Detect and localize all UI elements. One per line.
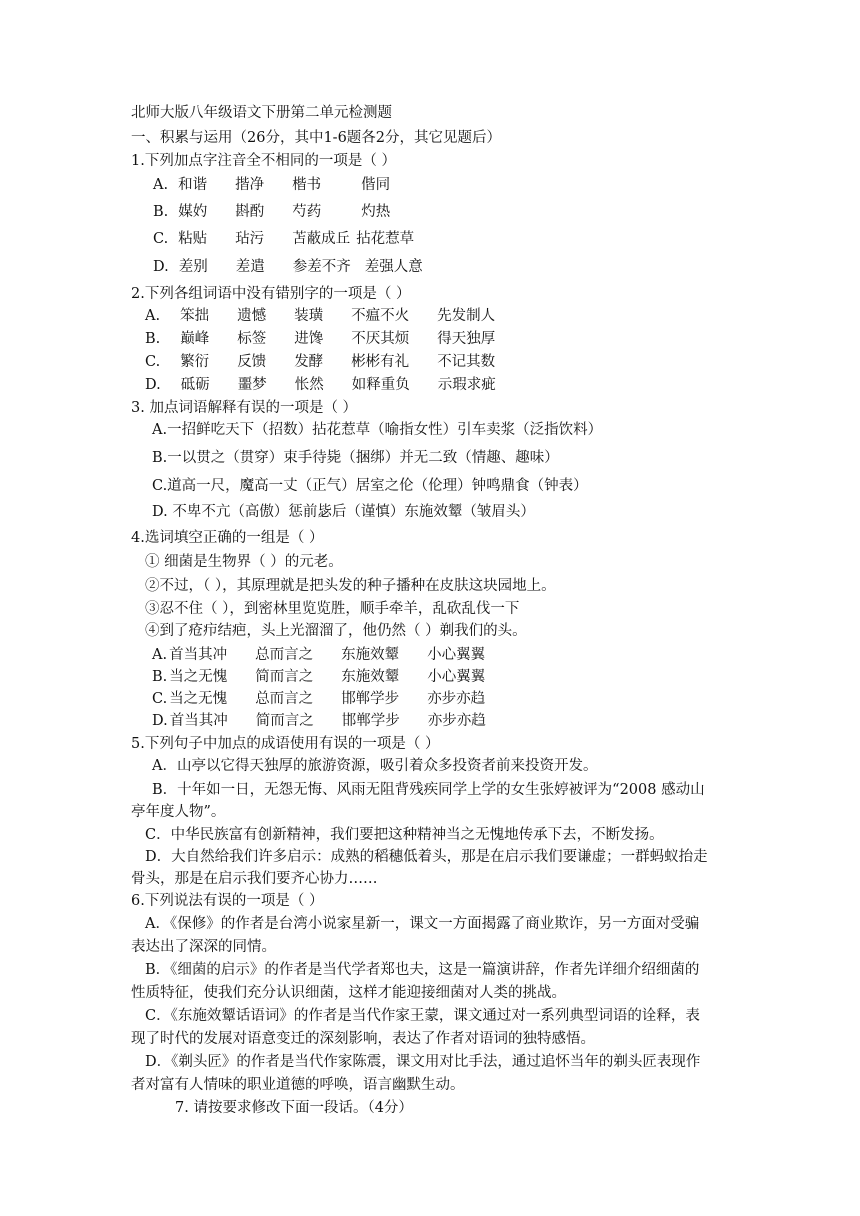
option-word: 亦步亦趋 (427, 691, 486, 707)
option-label: A. (153, 177, 169, 193)
q1-option-a (153, 175, 418, 195)
option-word: 苫蔽成丘 (292, 231, 351, 247)
option-word: 差遣 (235, 259, 265, 275)
q2-option-b (145, 329, 523, 349)
q2-option-c (145, 352, 523, 372)
q5-option-d-cont: 骨头，那是在启示我们要齐心协力…… (131, 871, 378, 887)
q4-option-a (152, 645, 513, 665)
q4-stem: 4.选词填空正确的一组是（ ） (131, 530, 324, 546)
q1-option-c (153, 229, 442, 249)
q6-option-d-cont: 者对富有人情味的职业道德的呼唤，语言幽默生动。 (131, 1077, 465, 1093)
option-label: C. (145, 354, 161, 370)
option-word: 斟酌 (235, 204, 265, 220)
option-word: 示瑕求疵 (437, 377, 496, 393)
option-word: 东施效颦 (341, 669, 400, 685)
q6-option-d: D．《剃头匠》的作者是当代作家陈震，课文用对比手法，通过追怀当年的剃头匠表现作 (145, 1054, 701, 1070)
option-word: 简而言之 (255, 713, 314, 729)
option-word: 首当其冲 (169, 713, 228, 729)
q4-option-c (152, 689, 513, 709)
option-word: 彬彬有礼 (351, 354, 410, 370)
option-word: 不厌其烦 (351, 331, 410, 347)
option-label: B. (153, 204, 169, 220)
option-word: 发酵 (294, 354, 324, 370)
option-word: 小心翼翼 (427, 647, 486, 663)
option-label: D. (153, 259, 169, 275)
option-word: 噩梦 (237, 377, 267, 393)
q4-blank-4: ④到了疮疖结疤，头上光溜溜了，他仍然（ ）剃我们的头。 (145, 623, 527, 639)
q5-option-c: C．中华民族富有创新精神，我们要把这种精神当之无愧地传承下去，不断发扬。 (145, 827, 664, 843)
q6-stem: 6.下列说法有误的一项是（ ） (131, 893, 324, 909)
option-word: 砥砺 (180, 377, 210, 393)
option-word: 如释重负 (351, 377, 410, 393)
q5-option-b-cont: 亭年度人物”。 (131, 804, 226, 820)
q3-option-a: A.一招鲜吃天下（招数）拈花惹草（喻指女性）引车卖浆（泛指饮料） (152, 422, 603, 438)
q2-stem: 2.下列各组词语中没有错别字的一项是（ ） (131, 286, 411, 302)
option-label: D. (152, 713, 168, 729)
q3-option-d: D. 不卑不亢（高傲）惩前毖后（谨慎）东施效颦（皱眉头） (152, 504, 535, 520)
option-word: 装璜 (294, 308, 324, 324)
q1-option-b (153, 202, 418, 222)
q5-option-b: B．十年如一日，无怨无悔、风雨无阻背残疾同学上学的女生张婷被评为“2008 感动山 (152, 782, 705, 798)
q7-stem: 7. 请按要求修改下面一段话。（4分） (175, 1100, 413, 1116)
q3-stem: 3. 加点词语解释有误的一项是（ ） (131, 400, 358, 416)
option-word: 先发制人 (437, 308, 496, 324)
q4-blank-2: ②不过，（ ），其原理就是把头发的种子播种在皮肤这块园地上。 (145, 578, 556, 594)
q6-option-c-cont: 现了时代的发展对语意变迁的深刻影响，表达了作者对语词的独特感悟。 (131, 1031, 595, 1047)
option-word: 和谐 (178, 177, 208, 193)
option-word: 拈花惹草 (356, 231, 415, 247)
q6-option-c: C．《东施效颦话语词》的作者是当代作家王蒙，课文通过对一系列典型词语的诠释，表 (145, 1008, 700, 1024)
option-word: 繁衍 (180, 354, 210, 370)
option-label: C. (152, 691, 168, 707)
option-word: 得天独厚 (437, 331, 496, 347)
option-word: 怅然 (294, 377, 324, 393)
option-word: 玷污 (235, 231, 265, 247)
option-word: 粘贴 (178, 231, 208, 247)
q1-stem: 1.下列加点字注音全不相同的一项是（ ） (131, 153, 396, 169)
option-word: 东施效颦 (341, 647, 400, 663)
q1-option-d (153, 257, 451, 277)
option-label: A. (145, 308, 161, 324)
option-word: 总而言之 (255, 647, 314, 663)
q6-option-a-cont: 表达出了深深的同情。 (131, 939, 276, 955)
option-word: 当之无愧 (169, 691, 228, 707)
option-word: 参差不齐 (292, 259, 351, 275)
q4-option-b (152, 667, 513, 687)
option-word: 首当其冲 (169, 647, 228, 663)
option-word: 揩净 (235, 177, 265, 193)
option-word: 楷书 (292, 177, 322, 193)
option-word: 媒妁 (178, 204, 208, 220)
option-word: 偕同 (361, 177, 391, 193)
option-word: 进馋 (294, 331, 324, 347)
section-heading: 一、积累与运用（26分，其中1-6题各2分，其它见题后） (131, 130, 502, 146)
option-word: 不瘟不火 (351, 308, 410, 324)
option-word: 标签 (237, 331, 267, 347)
option-word: 反馈 (237, 354, 267, 370)
option-label: D. (145, 377, 161, 393)
option-label: C. (153, 231, 169, 247)
q4-option-d (152, 711, 514, 731)
option-word: 总而言之 (255, 691, 314, 707)
option-word: 简而言之 (255, 669, 314, 685)
option-word: 当之无愧 (169, 669, 228, 685)
option-word: 巅峰 (180, 331, 210, 347)
q3-option-b: B.一以贯之（贯穿）束手待毙（捆绑）并无二致（情趣、趣味） (152, 450, 559, 466)
q5-option-d: D．大自然给我们许多启示：成熟的稻穗低着头，那是在启示我们要谦虚；一群蚂蚁抬走 (145, 849, 708, 865)
option-word: 灼热 (361, 204, 391, 220)
option-word: 芍药 (292, 204, 322, 220)
q4-blank-1: ① 细菌是生物界（ ）的元老。 (145, 554, 343, 570)
q2-option-a (145, 306, 523, 326)
option-word: 遗憾 (237, 308, 267, 324)
q4-blank-3: ③忍不住（ ），到密林里览览胜，顺手牵羊，乱砍乱伐一下 (145, 601, 520, 617)
q3-option-c: C.道高一尺，魔高一丈（正气）居室之伦（伦理）钟鸣鼎食（钟表） (152, 478, 588, 494)
doc-title: 北师大版八年级语文下册第二单元检测题 (131, 105, 392, 121)
option-word: 亦步亦趋 (427, 713, 486, 729)
option-word: 邯郸学步 (341, 713, 400, 729)
q2-option-d (145, 375, 524, 395)
option-word: 差强人意 (364, 259, 423, 275)
option-word: 差别 (178, 259, 208, 275)
q6-option-a: A．《保修》的作者是台湾小说家星新一，课文一方面揭露了商业欺诈，另一方面对受骗 (145, 916, 700, 932)
option-word: 小心翼翼 (427, 669, 486, 685)
option-label: B. (145, 331, 161, 347)
q6-option-b-cont: 性质特征，使我们充分认识细菌，这样才能迎接细菌对人类的挑战。 (131, 985, 566, 1001)
option-label: A. (152, 647, 168, 663)
q5-stem: 5.下列句子中加点的成语使用有误的一项是（ ） (131, 736, 440, 752)
q5-option-a: A．山亭以它得天独厚的旅游资源，吸引着众多投资者前来投资开发。 (152, 758, 598, 774)
option-word: 邯郸学步 (341, 691, 400, 707)
option-word: 笨拙 (180, 308, 210, 324)
option-label: B. (152, 669, 168, 685)
option-word: 不记其数 (437, 354, 496, 370)
q6-option-b: B．《细菌的启示》的作者是当代学者郑也夫，这是一篇演讲辞，作者先详细介绍细菌的 (145, 962, 700, 978)
